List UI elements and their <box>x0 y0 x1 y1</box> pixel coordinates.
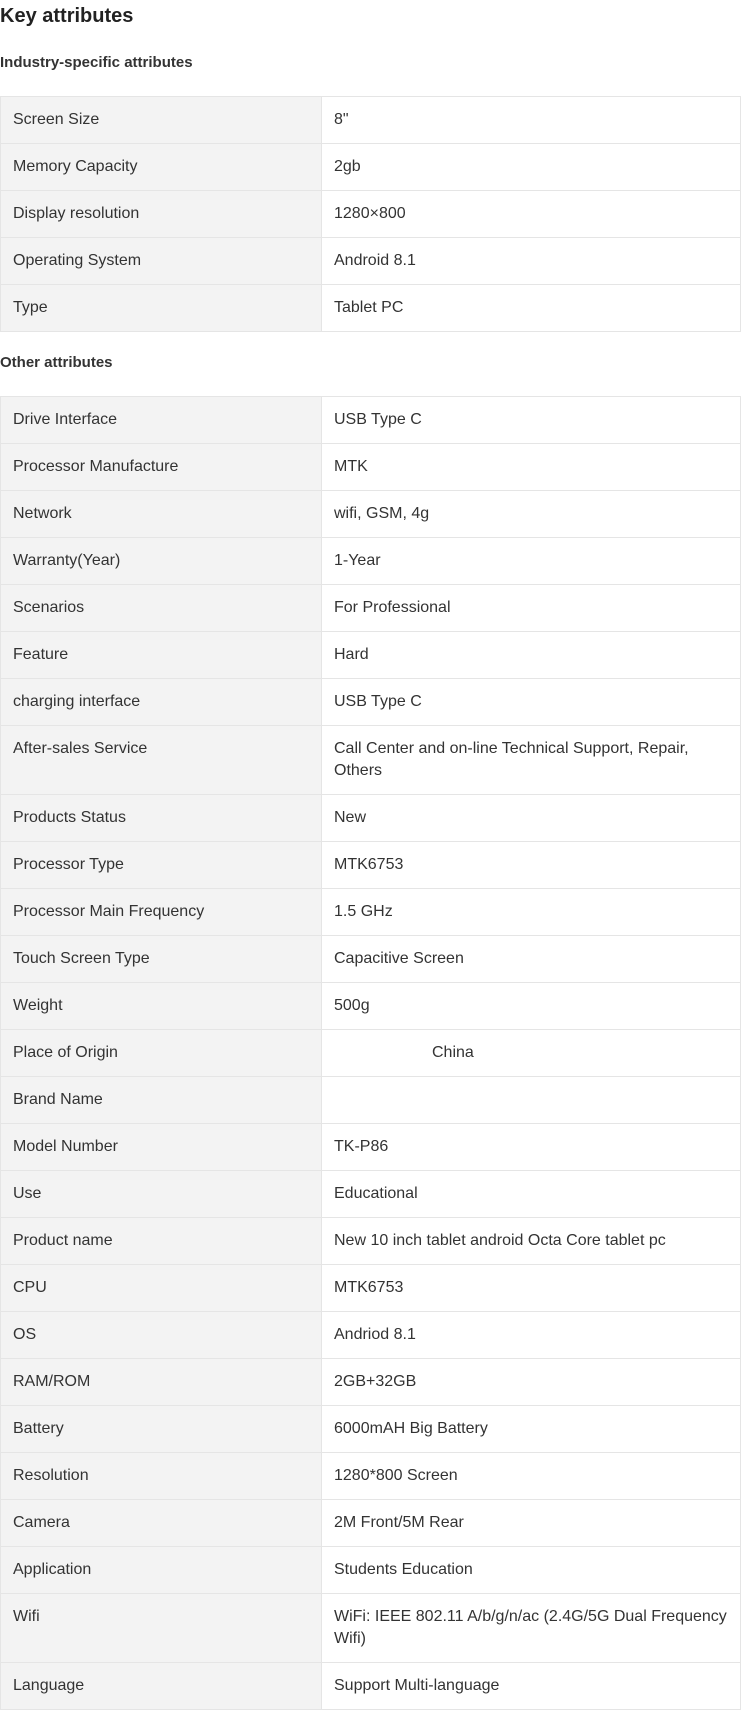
table-row <box>1 632 741 679</box>
attribute-value: 1-Year <box>322 538 741 585</box>
attribute-value: Support Multi-language <box>322 1663 741 1710</box>
table-row <box>1 1265 741 1312</box>
table-row <box>1 491 741 538</box>
table-row <box>1 1547 741 1594</box>
table-row <box>1 842 741 889</box>
attribute-key: Type <box>1 285 322 332</box>
attribute-key: Weight <box>1 983 322 1030</box>
attribute-key: Warranty(Year) <box>1 538 322 585</box>
attribute-value: MTK6753 <box>322 1265 741 1312</box>
attribute-key: Scenarios <box>1 585 322 632</box>
table-row <box>1 97 741 144</box>
attribute-value: MTK6753 <box>322 842 741 889</box>
attribute-key: Place of Origin <box>1 1030 322 1077</box>
attribute-value: Educational <box>322 1171 741 1218</box>
attribute-key: Use <box>1 1171 322 1218</box>
attribute-key: Resolution <box>1 1453 322 1500</box>
table-row <box>1 795 741 842</box>
table-row <box>1 889 741 936</box>
table-row <box>1 144 741 191</box>
section-title-industry: Industry-specific attributes <box>0 54 193 71</box>
table-row <box>1 1359 741 1406</box>
attribute-key: Operating System <box>1 238 322 285</box>
table-row <box>1 538 741 585</box>
attribute-key: Brand Name <box>1 1077 322 1124</box>
attribute-value: USB Type C <box>322 679 741 726</box>
table-row <box>1 1312 741 1359</box>
attribute-value: Capacitive Screen <box>322 936 741 983</box>
attribute-value: 2gb <box>322 144 741 191</box>
table-row <box>1 585 741 632</box>
attribute-value: For Professional <box>322 585 741 632</box>
attribute-key: Products Status <box>1 795 322 842</box>
attribute-value: Android 8.1 <box>322 238 741 285</box>
table-row <box>1 936 741 983</box>
attribute-value: USB Type C <box>322 397 741 444</box>
table-row <box>1 238 741 285</box>
table-row <box>1 983 741 1030</box>
attribute-value: 500g <box>322 983 741 1030</box>
attribute-key: OS <box>1 1312 322 1359</box>
attribute-value: Hard <box>322 632 741 679</box>
table-row <box>1 1218 741 1265</box>
attribute-value: New <box>322 795 741 842</box>
attribute-key: Application <box>1 1547 322 1594</box>
attribute-value: WiFi: IEEE 802.11 A/b/g/n/ac (2.4G/5G Dual Frequency Wifi) <box>322 1594 741 1663</box>
attribute-value: 8" <box>322 97 741 144</box>
attribute-value: 2GB+32GB <box>322 1359 741 1406</box>
attribute-key: Camera <box>1 1500 322 1547</box>
attribute-value: 1280*800 Screen <box>322 1453 741 1500</box>
industry-attributes-table <box>0 96 741 332</box>
attribute-key: Feature <box>1 632 322 679</box>
attribute-value: 2M Front/5M Rear <box>322 1500 741 1547</box>
attribute-value: 1.5 GHz <box>322 889 741 936</box>
table-row <box>1 444 741 491</box>
attribute-value: Students Education <box>322 1547 741 1594</box>
attribute-key: Model Number <box>1 1124 322 1171</box>
table-row <box>1 191 741 238</box>
attribute-key: Wifi <box>1 1594 322 1663</box>
attribute-key: Display resolution <box>1 191 322 238</box>
table-row <box>1 1406 741 1453</box>
other-attributes-table <box>0 396 741 1710</box>
attribute-key: Processor Main Frequency <box>1 889 322 936</box>
attribute-key: CPU <box>1 1265 322 1312</box>
attribute-value: TK-P86 <box>322 1124 741 1171</box>
attribute-key: Network <box>1 491 322 538</box>
attribute-key: Product name <box>1 1218 322 1265</box>
attribute-key: Language <box>1 1663 322 1710</box>
attribute-value: Call Center and on-line Technical Support, Repair, Others <box>322 726 741 795</box>
attribute-value: MTK <box>322 444 741 491</box>
attribute-key: Processor Manufacture <box>1 444 322 491</box>
attribute-value: wifi, GSM, 4g <box>322 491 741 538</box>
table-row <box>1 1030 741 1077</box>
section-title-other: Other attributes <box>0 354 113 371</box>
attribute-value: New 10 inch tablet android Octa Core tablet pc <box>322 1218 741 1265</box>
attribute-value: 1280×800 <box>322 191 741 238</box>
page-title: Key attributes <box>0 5 134 27</box>
attribute-value: 6000mAH Big Battery <box>322 1406 741 1453</box>
table-row <box>1 1500 741 1547</box>
attribute-key: After-sales Service <box>1 726 322 795</box>
attribute-key: Processor Type <box>1 842 322 889</box>
table-row <box>1 1594 741 1663</box>
attribute-value: China <box>322 1030 741 1077</box>
table-row <box>1 1077 741 1124</box>
table-row <box>1 397 741 444</box>
table-row <box>1 1171 741 1218</box>
attribute-key: Screen Size <box>1 97 322 144</box>
attribute-key: Drive Interface <box>1 397 322 444</box>
attribute-key: Touch Screen Type <box>1 936 322 983</box>
attribute-value: Tablet PC <box>322 285 741 332</box>
attribute-key: Memory Capacity <box>1 144 322 191</box>
attribute-value <box>322 1077 741 1124</box>
table-row <box>1 1453 741 1500</box>
table-row <box>1 679 741 726</box>
attribute-value: Andriod 8.1 <box>322 1312 741 1359</box>
attribute-key: RAM/ROM <box>1 1359 322 1406</box>
attribute-key: charging interface <box>1 679 322 726</box>
table-row <box>1 1124 741 1171</box>
table-row <box>1 285 741 332</box>
table-row <box>1 1663 741 1710</box>
attribute-key: Battery <box>1 1406 322 1453</box>
table-row <box>1 726 741 795</box>
